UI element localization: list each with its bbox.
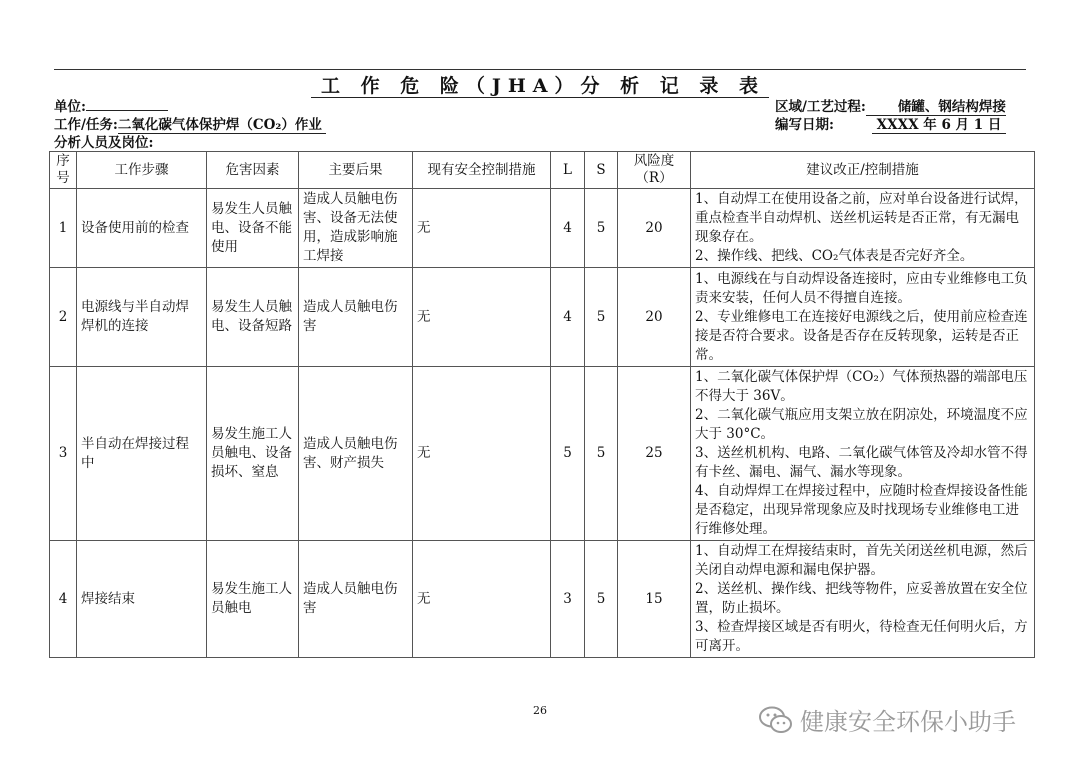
- col-header-l: L: [551, 152, 585, 189]
- watermark-text: 健康安全环保小助手: [800, 708, 1016, 736]
- row-risk: 20: [618, 268, 691, 367]
- table-row: [50, 367, 1035, 541]
- area-value: 储罐、钢结构焊接: [866, 95, 1006, 116]
- row-recommendations: [691, 189, 1035, 268]
- recommendation-item: 4、自动焊焊工在焊接过程中，应随时检查焊接设备性能是否稳定，出现异常现象应及时找现场专业维修电工进行维修处理。: [695, 483, 1028, 537]
- row-hazard: 易发生人员触电、设备短路: [207, 268, 299, 367]
- table-row: [50, 189, 1035, 268]
- row-hazard: 易发生施工人员触电、设备损坏、窒息: [207, 367, 299, 541]
- date-value: XXXX 年 6 月 1 日: [872, 113, 1006, 134]
- recommendation-item: 3、检查焊接区域是否有明火，待检查无任何明火后，方可离开。: [695, 619, 1028, 654]
- row-control: 无: [413, 541, 551, 658]
- unit-field: 单位:: [54, 95, 168, 115]
- row-hazard: 易发生施工人员触电: [207, 541, 299, 658]
- row-control: 无: [413, 189, 551, 268]
- row-l: 4: [551, 189, 585, 268]
- col-header-recommendations: 建议改正/控制措施: [691, 152, 1035, 189]
- row-l: 4: [551, 268, 585, 367]
- row-control: 无: [413, 367, 551, 541]
- col-header-no: 序号: [50, 152, 77, 189]
- jha-table: [49, 151, 1035, 658]
- row-step: 焊接结束: [77, 541, 207, 658]
- col-header-consequence: 主要后果: [299, 152, 413, 189]
- row-step: 半自动在焊接过程中: [77, 367, 207, 541]
- row-risk: 25: [618, 367, 691, 541]
- watermark: [758, 702, 1016, 737]
- recommendation-item: 2、专业维修电工在连接好电源线之后，使用前应检查连接是否符合要求。设备是否存在反转现象，运转是否正常。: [695, 308, 1028, 363]
- recommendation-item: 1、自动焊工在焊接结束时，首先关闭送丝机电源，然后关闭自动焊电源和漏电保护器。: [695, 543, 1028, 578]
- recommendation-item: 1、自动焊工在使用设备之前，应对单台设备进行试焊，重点检查半自动焊机、送丝机运转是否正常，有无漏电现象存在。: [695, 191, 1028, 245]
- row-consequence: 造成人员触电伤害、财产损失: [299, 367, 413, 541]
- task-field: 工作/任务:二氧化碳气体保护焊（CO₂）作业: [54, 113, 326, 134]
- wechat-icon: [758, 705, 794, 735]
- table-row: [50, 541, 1035, 658]
- area-field: 区域/工艺过程: 储罐、钢结构焊接: [775, 95, 1006, 116]
- table-header-row: [50, 152, 1035, 189]
- row-control: 无: [413, 268, 551, 367]
- top-rule: [54, 69, 1026, 70]
- row-recommendations: [691, 268, 1035, 367]
- row-no: 2: [50, 268, 77, 367]
- row-step: 设备使用前的检查: [77, 189, 207, 268]
- page-number: 26: [533, 704, 547, 717]
- row-hazard: 易发生人员触电、设备不能使用: [207, 189, 299, 268]
- row-recommendations: [691, 541, 1035, 658]
- row-recommendations: [691, 367, 1035, 541]
- row-l: 3: [551, 541, 585, 658]
- row-step: 电源线与半自动焊焊机的连接: [77, 268, 207, 367]
- row-risk: 20: [618, 189, 691, 268]
- row-consequence: 造成人员触电伤害、设备无法使用，造成影响施工焊接: [299, 189, 413, 268]
- unit-value: [86, 110, 168, 111]
- row-s: 5: [585, 268, 618, 367]
- recommendation-item: 3、送丝机机构、电路、二氧化碳气体管及冷却水管不得有卡丝、漏电、漏气、漏水等现象。: [695, 445, 1028, 480]
- row-l: 5: [551, 367, 585, 541]
- document-title: 工 作 危 险（JHA）分 析 记 录 表: [0, 71, 1080, 98]
- col-header-risk: 风险度（R）: [618, 152, 691, 189]
- recommendation-item: 2、送丝机、操作线、把线等物件，应妥善放置在安全位置，防止损坏。: [695, 581, 1028, 616]
- row-s: 5: [585, 189, 618, 268]
- date-field: 编写日期: XXXX 年 6 月 1 日: [775, 113, 1006, 134]
- col-header-step: 工作步骤: [77, 152, 207, 189]
- row-no: 1: [50, 189, 77, 268]
- row-s: 5: [585, 541, 618, 658]
- recommendation-item: 1、电源线在与自动焊设备连接时，应由专业维修电工负责来安装，任何人员不得擅自连接。: [695, 270, 1028, 306]
- row-no: 3: [50, 367, 77, 541]
- row-consequence: 造成人员触电伤害: [299, 541, 413, 658]
- row-no: 4: [50, 541, 77, 658]
- row-s: 5: [585, 367, 618, 541]
- col-header-control: 现有安全控制措施: [413, 152, 551, 189]
- col-header-hazard: 危害因素: [207, 152, 299, 189]
- task-value: 二氧化碳气体保护焊（CO₂）作业: [118, 113, 326, 134]
- recommendation-item: 1、二氧化碳气体保护焊（CO₂）气体预热器的端部电压不得大于 36V。: [695, 369, 1028, 404]
- table-row: [50, 268, 1035, 367]
- row-risk: 15: [618, 541, 691, 658]
- analyst-field: 分析人员及岗位:: [54, 135, 154, 151]
- recommendation-item: 2、二氧化碳气瓶应用支架立放在阴凉处，环境温度不应大于 30°C。: [695, 407, 1028, 442]
- recommendation-item: 2、操作线、把线、CO₂气体表是否完好齐全。: [695, 248, 974, 264]
- row-consequence: 造成人员触电伤害: [299, 268, 413, 367]
- col-header-s: S: [585, 152, 618, 189]
